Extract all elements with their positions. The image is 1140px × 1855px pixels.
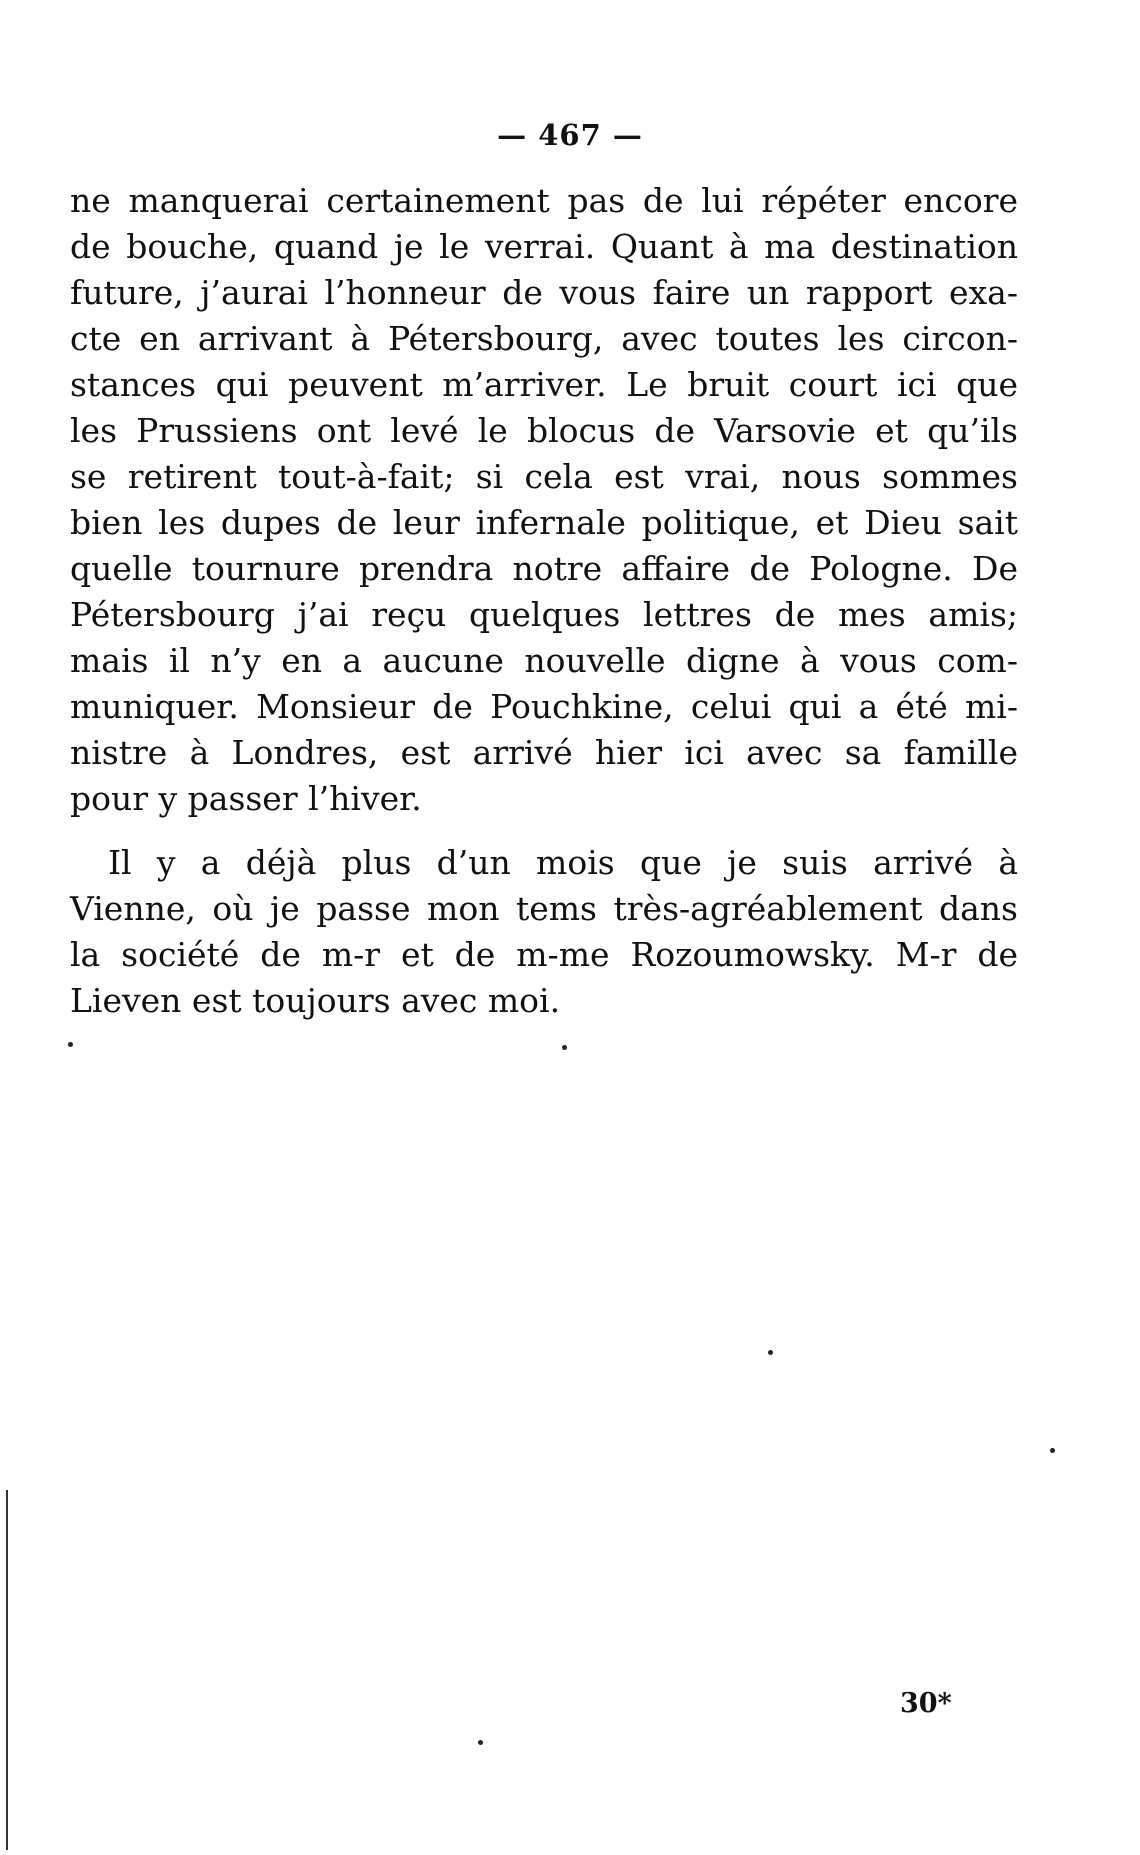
text-line: future, j’aurai l’honneur de vous faire un rapport exa- — [70, 273, 1018, 312]
signature-mark: 30* — [900, 1688, 952, 1719]
scan-speck — [478, 1740, 483, 1745]
text-line: cte en arrivant à Pétersbourg, avec toutes les circon- — [70, 319, 1018, 358]
text-line: quelle tournure prendra notre affaire de Pologne. De — [70, 549, 1018, 588]
text-line: Vienne, où je passe mon tems très-agréablement dans — [70, 889, 1018, 928]
scan-speck — [68, 1042, 73, 1047]
text-line: pour y passer l’hiver. — [70, 779, 422, 818]
page-number: — 467 — — [497, 118, 643, 152]
text-line: de bouche, quand je le verrai. Quant à ma destination — [70, 227, 1018, 266]
text-line: ne manquerai certainement pas de lui répéter encore — [70, 181, 1018, 220]
scan-speck — [768, 1350, 773, 1355]
text-line: Lieven est toujours avec moi. — [70, 981, 561, 1020]
paragraph-2 — [70, 840, 1018, 1024]
text-line: la société de m-r et de m-me Rozoumowsky. M-r de — [70, 935, 1018, 974]
text-line: mais il n’y en a aucune nouvelle digne à vous com- — [70, 641, 1018, 680]
text-line: Il y a déjà plus d’un mois que je suis arrivé à — [108, 843, 1018, 882]
text-line: les Prussiens ont levé le blocus de Varsovie et qu’ils — [70, 411, 1018, 450]
scan-speck — [562, 1045, 567, 1050]
text-line: bien les dupes de leur infernale politique, et Dieu sait — [70, 503, 1018, 542]
scan-speck — [1050, 1448, 1055, 1453]
text-line: muniquer. Monsieur de Pouchkine, celui qui a été mi- — [70, 687, 1018, 726]
paragraph-1 — [70, 178, 1018, 822]
text-line: nistre à Londres, est arrivé hier ici avec sa famille — [70, 733, 1018, 772]
scan-edge-line — [6, 1490, 8, 1850]
text-line: stances qui peuvent m’arriver. Le bruit court ici que — [70, 365, 1018, 404]
text-line: Pétersbourg j’ai reçu quelques lettres de mes amis; — [70, 595, 1018, 634]
text-line: se retirent tout-à-fait; si cela est vrai, nous sommes — [70, 457, 1018, 496]
